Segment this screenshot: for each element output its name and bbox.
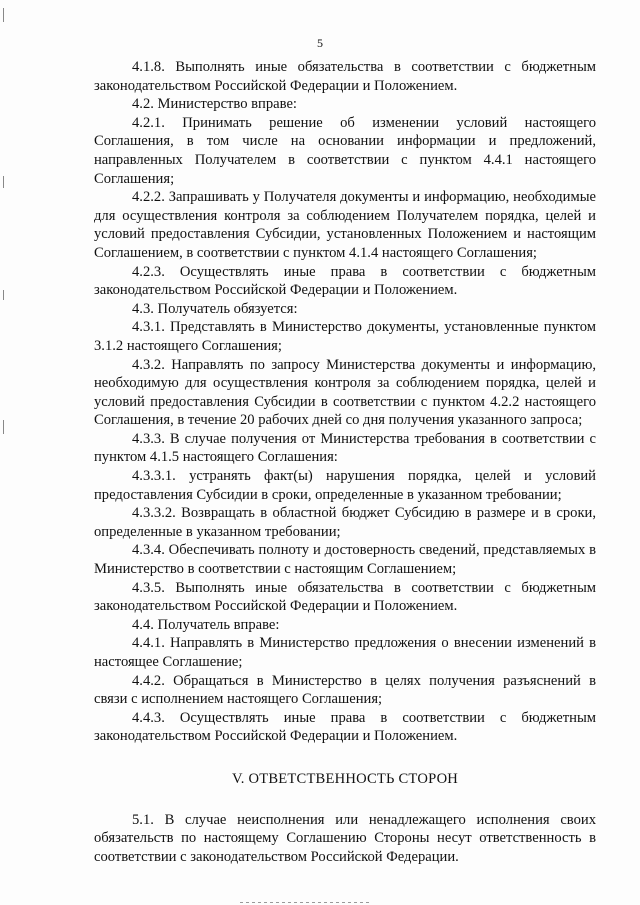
paragraph: 4.2.2. Запрашивать у Получателя документы и информацию, необходимые для осуществления контроля за соблюдением Получателем порядка, целей и условий предоставления Субсидии, установленных Положением и настоящим Соглашением, в соответствии с пунктом 4.1.4 настоящего Соглашения; (94, 189, 596, 261)
paragraph: 4.3.2. Направлять по запросу Министерства документы и информацию, необходимую для осуществления контроля за соблюдением порядка, целей и условий предоставления Субсидии в соответствии с пунктом 4.2.2 настоящего Соглашения, в течение 20 рабочих дней со дня получения указанного запроса; (94, 356, 596, 429)
paragraph: 4.3.3.1. устранять факт(ы) нарушения порядка, целей и условий предоставления Субсидии в сроки, определенные в указанном требовании; (94, 468, 596, 503)
page-number: 5 (317, 36, 323, 50)
scan-edge-mark (3, 290, 4, 300)
paragraph: 4.2.3. Осуществлять иные права в соответствии с бюджетным законодательством Российской Федерации и Положением. (94, 263, 596, 299)
paragraph: 4.4.2. Обращаться в Министерство в целях получения разъяснений в связи с исполнением настоящего Соглашения; (94, 672, 596, 708)
paragraph: 4.2. Министерство вправе: (132, 96, 297, 113)
paragraph-group-liability (94, 811, 596, 867)
paragraph: 4.3.5. Выполнять иные обязательства в соответствии с бюджетным законодательством Российской Федерации и Положением. (94, 579, 596, 615)
section-heading: V. ОТВЕТСТВЕННОСТЬ СТОРОН (231, 770, 459, 787)
scan-edge-mark (3, 176, 4, 188)
scan-edge-mark (3, 420, 4, 434)
document-body (94, 58, 596, 866)
paragraph: 4.1.8. Выполнять иные обязательства в соответствии с бюджетным законодательством Российской Федерации и Положением. (94, 59, 596, 94)
paragraph: 4.4. Получатель вправе: (132, 616, 280, 633)
paragraph: 4.4.1. Направлять в Министерство предложения о внесении изменений в настоящее Соглашение; (94, 635, 596, 670)
scan-artifact-line (240, 902, 370, 903)
paragraph: 4.4.3. Осуществлять иные права в соответствии с бюджетным законодательством Российской Федерации и Положением. (94, 709, 596, 745)
paragraph: 4.3.3. В случае получения от Министерства требования в соответствии с пунктом 4.1.5 настоящего Соглашения: (94, 430, 596, 466)
paragraph: 4.3.3.2. Возвращать в областной бюджет Субсидию в размере и в сроки, определенные в указанном требовании; (94, 505, 596, 540)
paragraph: 4.3. Получатель обязуется: (132, 300, 298, 317)
paragraph: 4.2.1. Принимать решение об изменении условий настоящего Соглашения, в том числе на основании информации и предложений, направленных Получателем в соответствии с пунктом 4.4.1 настоящего Соглашения; (94, 114, 596, 187)
paragraph: 4.3.1. Представлять в Министерство документы, установленные пунктом 3.1.2 настоящего Соглашения; (94, 319, 596, 354)
paragraph-group-obligations (94, 58, 596, 746)
paragraph: 4.3.4. Обеспечивать полноту и достоверность сведений, представляемых в Министерство в соответствии с настоящим Соглашением; (94, 542, 596, 578)
paragraph: 5.1. В случае неисполнения или ненадлежащего исполнения своих обязательств по настоящему Соглашению Стороны несут ответственность в соответствии с законодательством Российской Федерации. (94, 811, 596, 865)
scan-edge-mark (3, 8, 4, 22)
